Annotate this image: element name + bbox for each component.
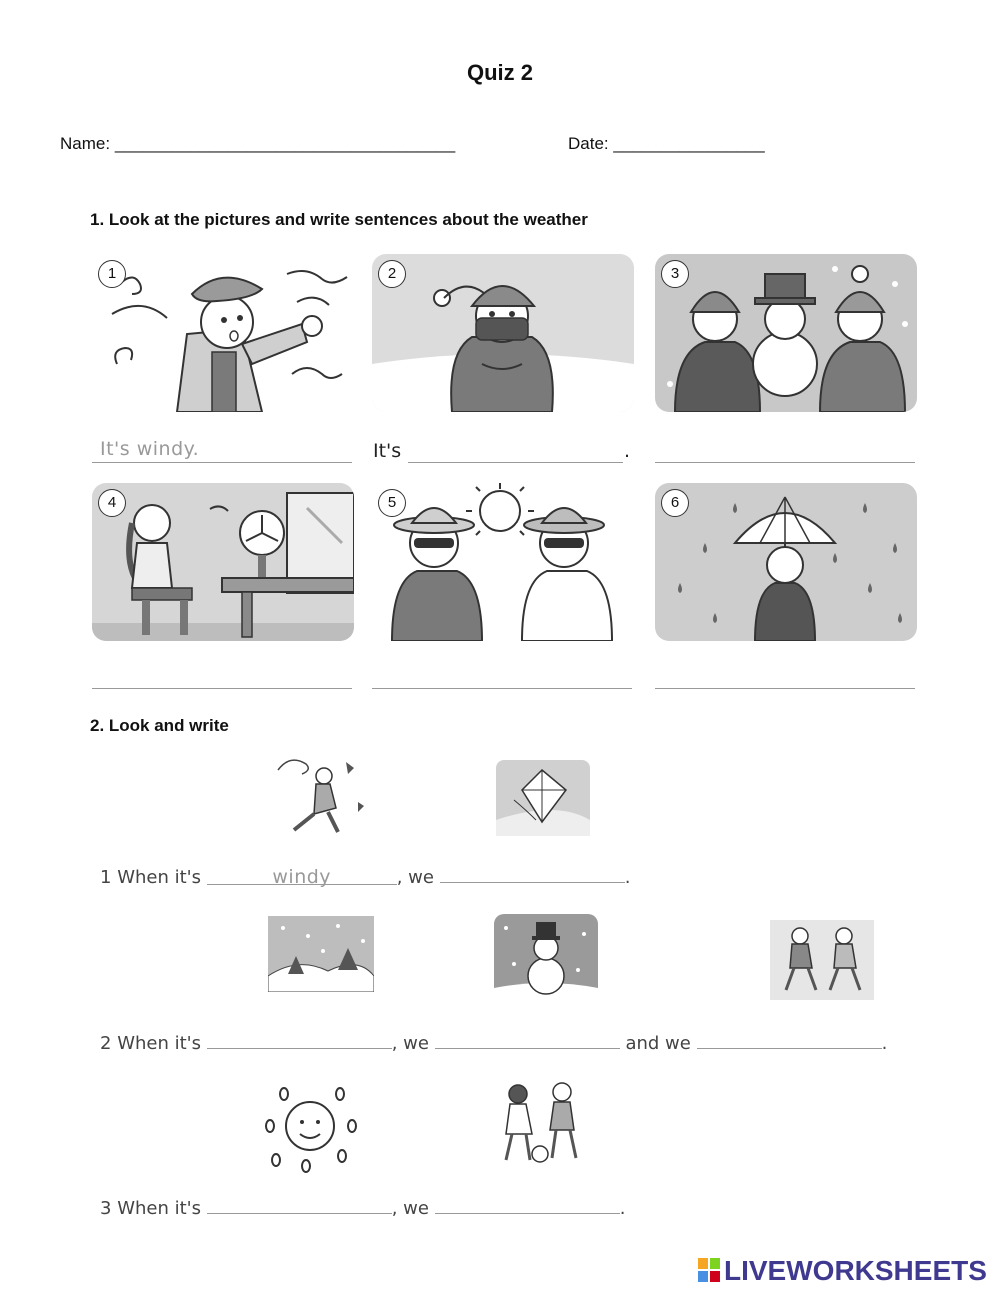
section1-heading: 1. Look at the pictures and write sentences about the weather [90,210,588,229]
sentence-number: 3 [100,1198,112,1219]
ice-skating-illustration [770,920,874,1000]
rainy-scene-illustration [655,483,917,641]
kite-illustration [496,760,590,836]
name-blank[interactable]: ____________________________________ [114,134,456,153]
picture-kite [496,760,590,836]
panel-number: 2 [378,260,406,288]
picture-ice-skating [770,920,874,1000]
answer-line-4[interactable] [92,688,352,689]
period: . [624,440,631,462]
blank-1b[interactable] [440,864,625,883]
blank-1a[interactable] [207,866,397,888]
windy-boy-illustration [268,752,366,838]
sentence-2 [100,1030,930,1054]
blank-2c[interactable] [697,1030,882,1049]
sentence-end: . [619,1198,626,1219]
blank-2a[interactable] [207,1030,392,1049]
sentence-and: and we [625,1033,691,1054]
picture-snowman [494,914,598,1000]
picture-sunny [372,483,634,641]
snowy-landscape-illustration [268,916,374,992]
picture-hot-fan [92,483,354,641]
windy-scene-illustration [92,254,354,412]
answer-line-3[interactable] [655,462,915,463]
cold-scene-illustration [372,254,634,412]
example-answer: It's windy. [100,438,200,460]
sentence-mid: , we [391,1033,429,1054]
sun-illustration [262,1080,358,1174]
section2-heading: 2. Look and write [90,716,229,735]
liveworksheets-logo: LIVEWORKSHEETS [724,1255,987,1286]
blank-2b[interactable] [435,1030,620,1049]
picture-rainy [655,483,917,641]
answer-line-1[interactable] [92,462,352,463]
sunny-scene-illustration [372,483,634,641]
picture-snowy [655,254,917,412]
sentence-end: . [624,867,631,888]
panel-number: 1 [98,260,126,288]
sentence-mid: , we [396,867,434,888]
date-blank[interactable]: ________________ [613,134,765,153]
sentence-number: 1 [100,867,112,888]
example-answer-windy: windy [272,866,332,888]
its-prefix: It's [373,440,402,462]
liveworksheets-logo-mark [698,1258,720,1282]
snowman-illustration [494,914,598,1000]
picture-playing-ball [492,1080,588,1166]
blank-3a[interactable] [207,1195,392,1214]
panel-number: 5 [378,489,406,517]
date-row [568,134,765,154]
page-title: Quiz 2 [466,60,533,85]
picture-cold [372,254,634,412]
panel-number: 6 [661,489,689,517]
sentence-3 [100,1195,660,1219]
answer-line-5[interactable] [372,688,632,689]
date-label: Date: [568,134,609,153]
sentence-end: . [881,1033,888,1054]
panel-number: 3 [661,260,689,288]
picture-snowy-landscape [268,916,374,992]
hot-fan-scene-illustration [92,483,354,641]
name-label: Name: [60,134,111,153]
sentence-mid: , we [391,1198,429,1219]
sentence-prefix: When it's [117,1033,201,1054]
playing-ball-illustration [492,1080,588,1166]
picture-sun [262,1080,358,1174]
sentence-number: 2 [100,1033,112,1054]
sentence-prefix: When it's [117,867,201,888]
sentence-prefix: When it's [117,1198,201,1219]
sentence-1 [100,864,660,888]
picture-windy-boy [268,752,366,838]
answer-line-2[interactable] [408,462,623,463]
picture-windy [92,254,354,412]
name-row [60,134,455,154]
logo-blocks-icon [698,1258,720,1282]
answer-line-6[interactable] [655,688,915,689]
snowy-scene-illustration [655,254,917,412]
blank-3b[interactable] [435,1195,620,1214]
panel-number: 4 [98,489,126,517]
